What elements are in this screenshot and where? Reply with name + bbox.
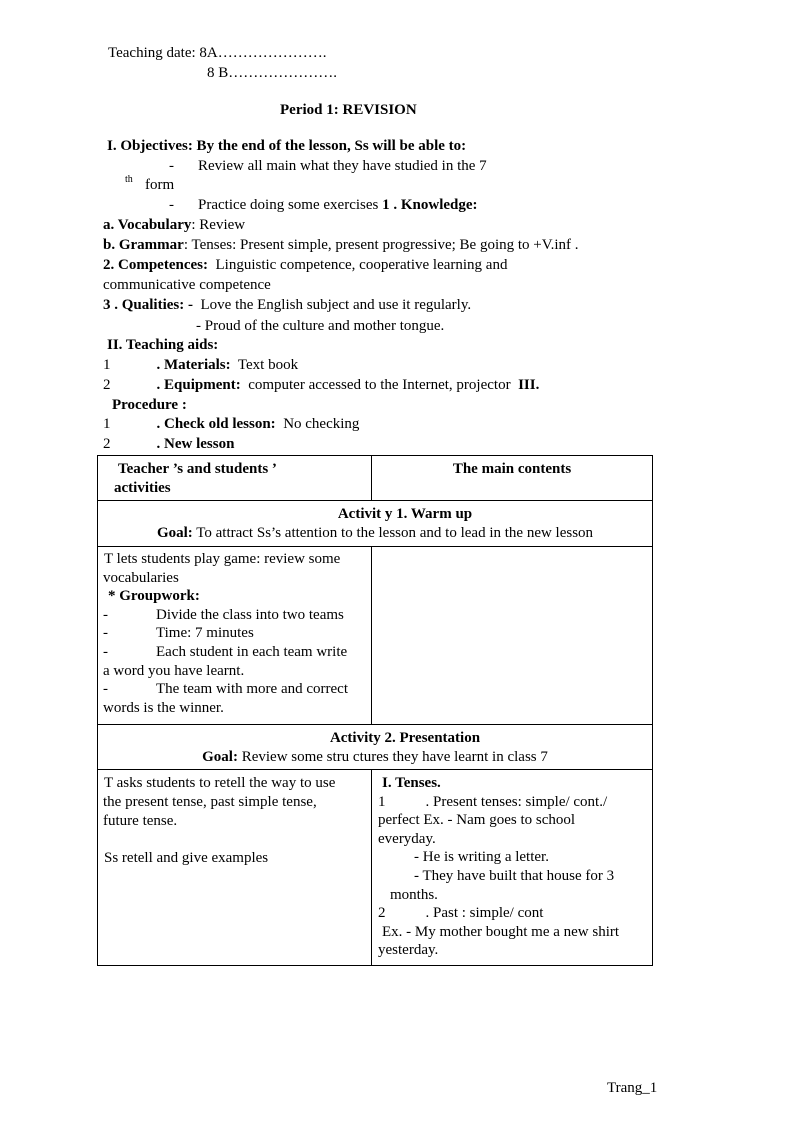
teaching-date-class-b: 8 B…………………. xyxy=(207,65,338,81)
header-cell-contents: The main contents xyxy=(372,456,653,501)
activity-2-left-cell: T asks students to retell the way to use the present tense, past simple tense, future tense. Ss retell and give examples xyxy=(98,770,372,966)
competences-line: 2. Competences: Linguistic competence, cooperative learning and xyxy=(103,257,508,273)
activity-1-left-cell: T lets students play game: review some vocabularies * Groupwork: - Divide the class into two teams - Time: 7 minutes - Each student in each team write a word you have learnt. - The team with more and correct words is the winner. xyxy=(98,547,372,725)
competences-cont: communicative competence xyxy=(103,277,271,293)
procedure-heading: Procedure : xyxy=(112,397,187,413)
objective-item-1: - Review all main what they have studied in the 7 xyxy=(169,158,487,174)
teaching-date: Teaching date: 8A…………………. xyxy=(108,45,327,61)
equipment-line: 2 . Equipment: computer accessed to the Internet, projector III. xyxy=(103,377,540,393)
vocabulary-line: a. Vocabulary: Review xyxy=(103,217,246,233)
activity-1-content-row xyxy=(98,547,653,725)
page-footer: Trang_1 xyxy=(607,1080,658,1096)
objective-item-2: - Practice doing some exercises 1 . Knowledge: xyxy=(169,197,478,213)
lesson-table xyxy=(97,455,653,966)
page-title: Period 1: REVISION xyxy=(280,102,417,118)
objectives-heading: I. Objectives: By the end of the lesson, Ss will be able to: xyxy=(107,138,467,154)
activity-2-row xyxy=(98,725,653,770)
table-header-row xyxy=(98,456,653,501)
new-lesson: 2 . New lesson xyxy=(103,436,235,452)
qualities-line: 3 . Qualities: - Love the English subject and use it regularly. xyxy=(103,297,472,313)
grammar-line: b. Grammar: Tenses: Present simple, present progressive; Be going to +V.inf . xyxy=(103,237,579,253)
activity-2-content-row xyxy=(98,770,653,966)
qualities-line-2: - Proud of the culture and mother tongue. xyxy=(196,318,445,334)
activity-2-title-cell: Activity 2. Presentation Goal: Review some stru ctures they have learnt in class 7 xyxy=(98,725,653,770)
activity-2-right-cell: I. Tenses. 1 . Present tenses: simple/ cont./ perfect Ex. - Nam goes to school everyday. - He is writing a letter. - They have built that house for 3 months. 2 . Past : simple/ cont Ex. - My mother bought me a new shirt yesterday. xyxy=(372,770,653,966)
superscript-th: th xyxy=(125,174,133,185)
objective-item-1-cont: form xyxy=(145,177,175,193)
teaching-aids-heading: II. Teaching aids: xyxy=(107,337,219,353)
materials-line: 1 . Materials: Text book xyxy=(103,357,299,373)
activity-1-row xyxy=(98,501,653,547)
check-old-lesson: 1 . Check old lesson: No checking xyxy=(103,416,360,432)
activity-1-title-cell: Activit y 1. Warm up Goal: To attract Ss’s attention to the lesson and to lead in the new lesson xyxy=(98,501,653,547)
activity-1-right-cell xyxy=(372,547,653,725)
header-cell-activities: Teacher ’s and students ’ activities xyxy=(98,456,372,501)
